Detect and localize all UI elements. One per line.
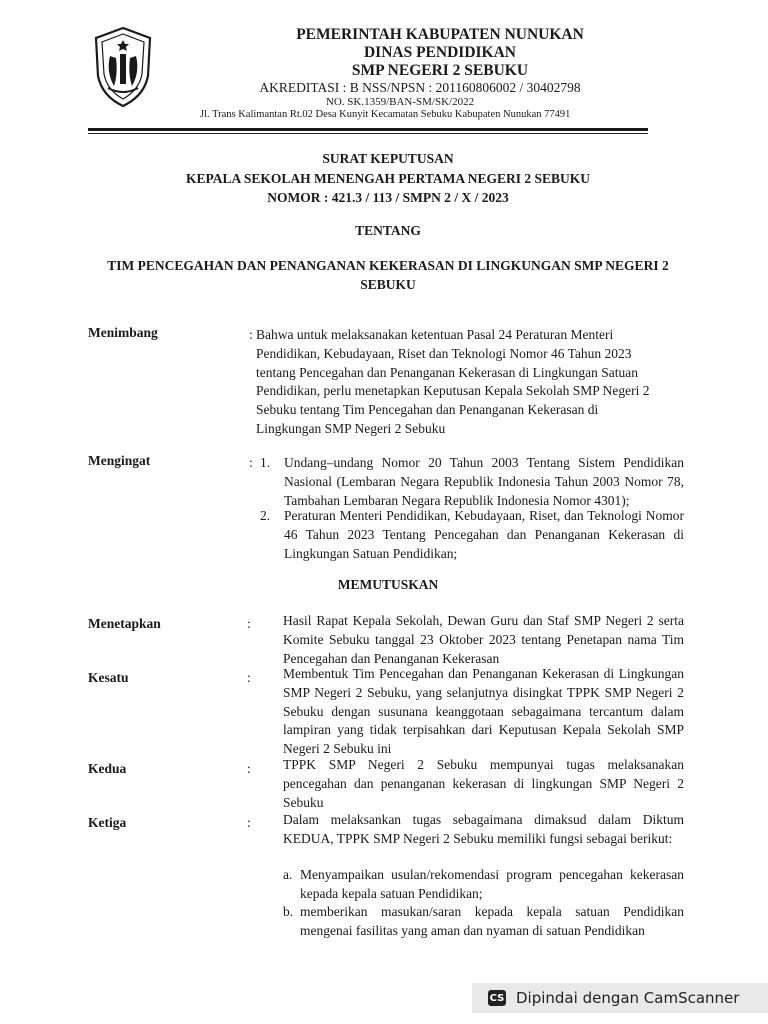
letterhead-rule-thin [88, 133, 648, 134]
document-type: SURAT KEPUTUSAN [322, 151, 454, 166]
kesatu-text: Membentuk Tim Pencegahan dan Penanganan Kekerasan di Lingkungan SMP Negeri 2 Sebuku, yang selanjutnya disingkat TPPK SMP Negeri 2 Sebuku dengan susunana keanggotaan sebagaimana tercantum dalam lampiran yang tidak terpisahkan dari Keputusan Kepala Sekolah SMP Negeri 2 Sebuku ini [283, 666, 684, 757]
letterhead-accreditation: AKREDITASI : B NSS/NPSN : 201160806002 / 30402798 [259, 80, 581, 95]
letterhead-government: PEMERINTAH KABUPATEN NUNUKAN [296, 26, 584, 43]
ketiga-item-b-number: b. [283, 904, 294, 919]
mengingat-colon: : [249, 455, 253, 470]
ketiga-item-a-number: a. [283, 867, 293, 882]
ketiga-colon: : [247, 815, 251, 830]
ketiga-item-b-text: memberikan masukan/saran kepada kepala satuan Pendidikan mengenai fasilitas yang aman dan nyaman di satuan Pendidikan [300, 904, 684, 938]
menetapkan-label: Menetapkan [88, 616, 161, 631]
memutuskan-heading: MEMUTUSKAN [337, 577, 439, 592]
letterhead-department: DINAS PENDIDIKAN [363, 44, 516, 61]
mengingat-label: Mengingat [88, 453, 151, 468]
letterhead-rule [88, 128, 648, 131]
letterhead-school: SMP NEGERI 2 SEBUKU [351, 62, 529, 79]
menimbang-label: Menimbang [88, 325, 158, 340]
menetapkan-text: Hasil Rapat Kepala Sekolah, Dewan Guru dan Staf SMP Negeri 2 serta Komite Sebuku tanggal 23 Oktober 2023 tentang Penetapan nama Tim Pencegahan dan Penanganan Kekerasan [283, 613, 684, 666]
tentang-heading: TENTANG [355, 223, 421, 238]
menimbang-colon: : [249, 327, 253, 342]
camscanner-text: Dipindai dengan CamScanner [516, 989, 740, 1007]
ketiga-item-a-text: Menyampaikan usulan/rekomendasi program pencegahan kekerasan kepada kepala satuan Pendidikan; [300, 867, 684, 901]
ketiga-label: Ketiga [88, 815, 127, 830]
letterhead [180, 26, 660, 109]
kesatu-label: Kesatu [88, 670, 129, 685]
kedua-label: Kedua [88, 761, 127, 776]
document-number: NOMOR : 421.3 / 113 / SMPN 2 / X / 2023 [267, 190, 509, 205]
mengingat-item-1-text: Undang–undang Nomor 20 Tahun 2003 Tentang Sistem Pendidikan Nasional (Lembaran Negara Republik Indonesia Tahun 2003 Nomor 78, Tambahan Lembaran Negara Republik Indonesia Nomor 4301); [284, 455, 684, 508]
letterhead-sk-number: NO. SK.1359/BAN-SM/SK/2022 [325, 96, 475, 108]
subject-line-2: SEBUKU [360, 277, 416, 292]
camscanner-watermark [472, 983, 768, 1013]
document-subject [88, 256, 688, 294]
menetapkan-colon: : [247, 616, 251, 631]
letterhead-address: Jl. Trans Kalimantan Rt.02 Desa Kunyit Kecamatan Sebuku Kabupaten Nunukan 77491 [200, 109, 571, 120]
kedua-text: TPPK SMP Negeri 2 Sebuku mempunyai tugas melaksanakan pencegahan dan penanganan kekerasan di lingkungan SMP Negeri 2 Sebuku [283, 757, 684, 810]
ketiga-text: Dalam melaksankan tugas sebagaimana dimaksud dalam Diktum KEDUA, TPPK SMP Negeri 2 Sebuku memiliki fungsi sebagai berikut: [283, 812, 684, 846]
menimbang-text: Bahwa untuk melaksanakan ketentuan Pasal 24 Peraturan Menteri Pendidikan, Kebudayaan, Riset dan Teknologi Nomor 46 Tahun 2023 tentang Pencegahan dan Penanganan Kekerasan di Lingkungan Satuan Pendidikan, perlu menetapkan Keputusan Kepala Sekolah SMP Negeri 2 Sebuku tentang Tim Pencegahan dan Penanganan Kekerasan di Lingkungan SMP Negeri 2 Sebuku [256, 327, 650, 436]
mengingat-item-2-text: Peraturan Menteri Pendidikan, Kebudayaan, Riset, dan Teknologi Nomor 46 Tahun 2023 Tentang Pencegahan dan Penanganan Kekerasan di Lingkungan Satuan Pendidikan; [284, 508, 684, 561]
kedua-colon: : [247, 761, 251, 776]
subject-line-1: TIM PENCEGAHAN DAN PENANGANAN KEKERASAN DI LINGKUNGAN SMP NEGERI 2 [107, 258, 669, 273]
kesatu-colon: : [247, 670, 251, 685]
mengingat-item-1-number: 1. [260, 455, 271, 470]
document-issuer: KEPALA SEKOLAH MENENGAH PERTAMA NEGERI 2 SEBUKU [185, 171, 591, 186]
mengingat-item-2-number: 2. [260, 508, 271, 523]
camscanner-icon: CS [488, 990, 506, 1006]
